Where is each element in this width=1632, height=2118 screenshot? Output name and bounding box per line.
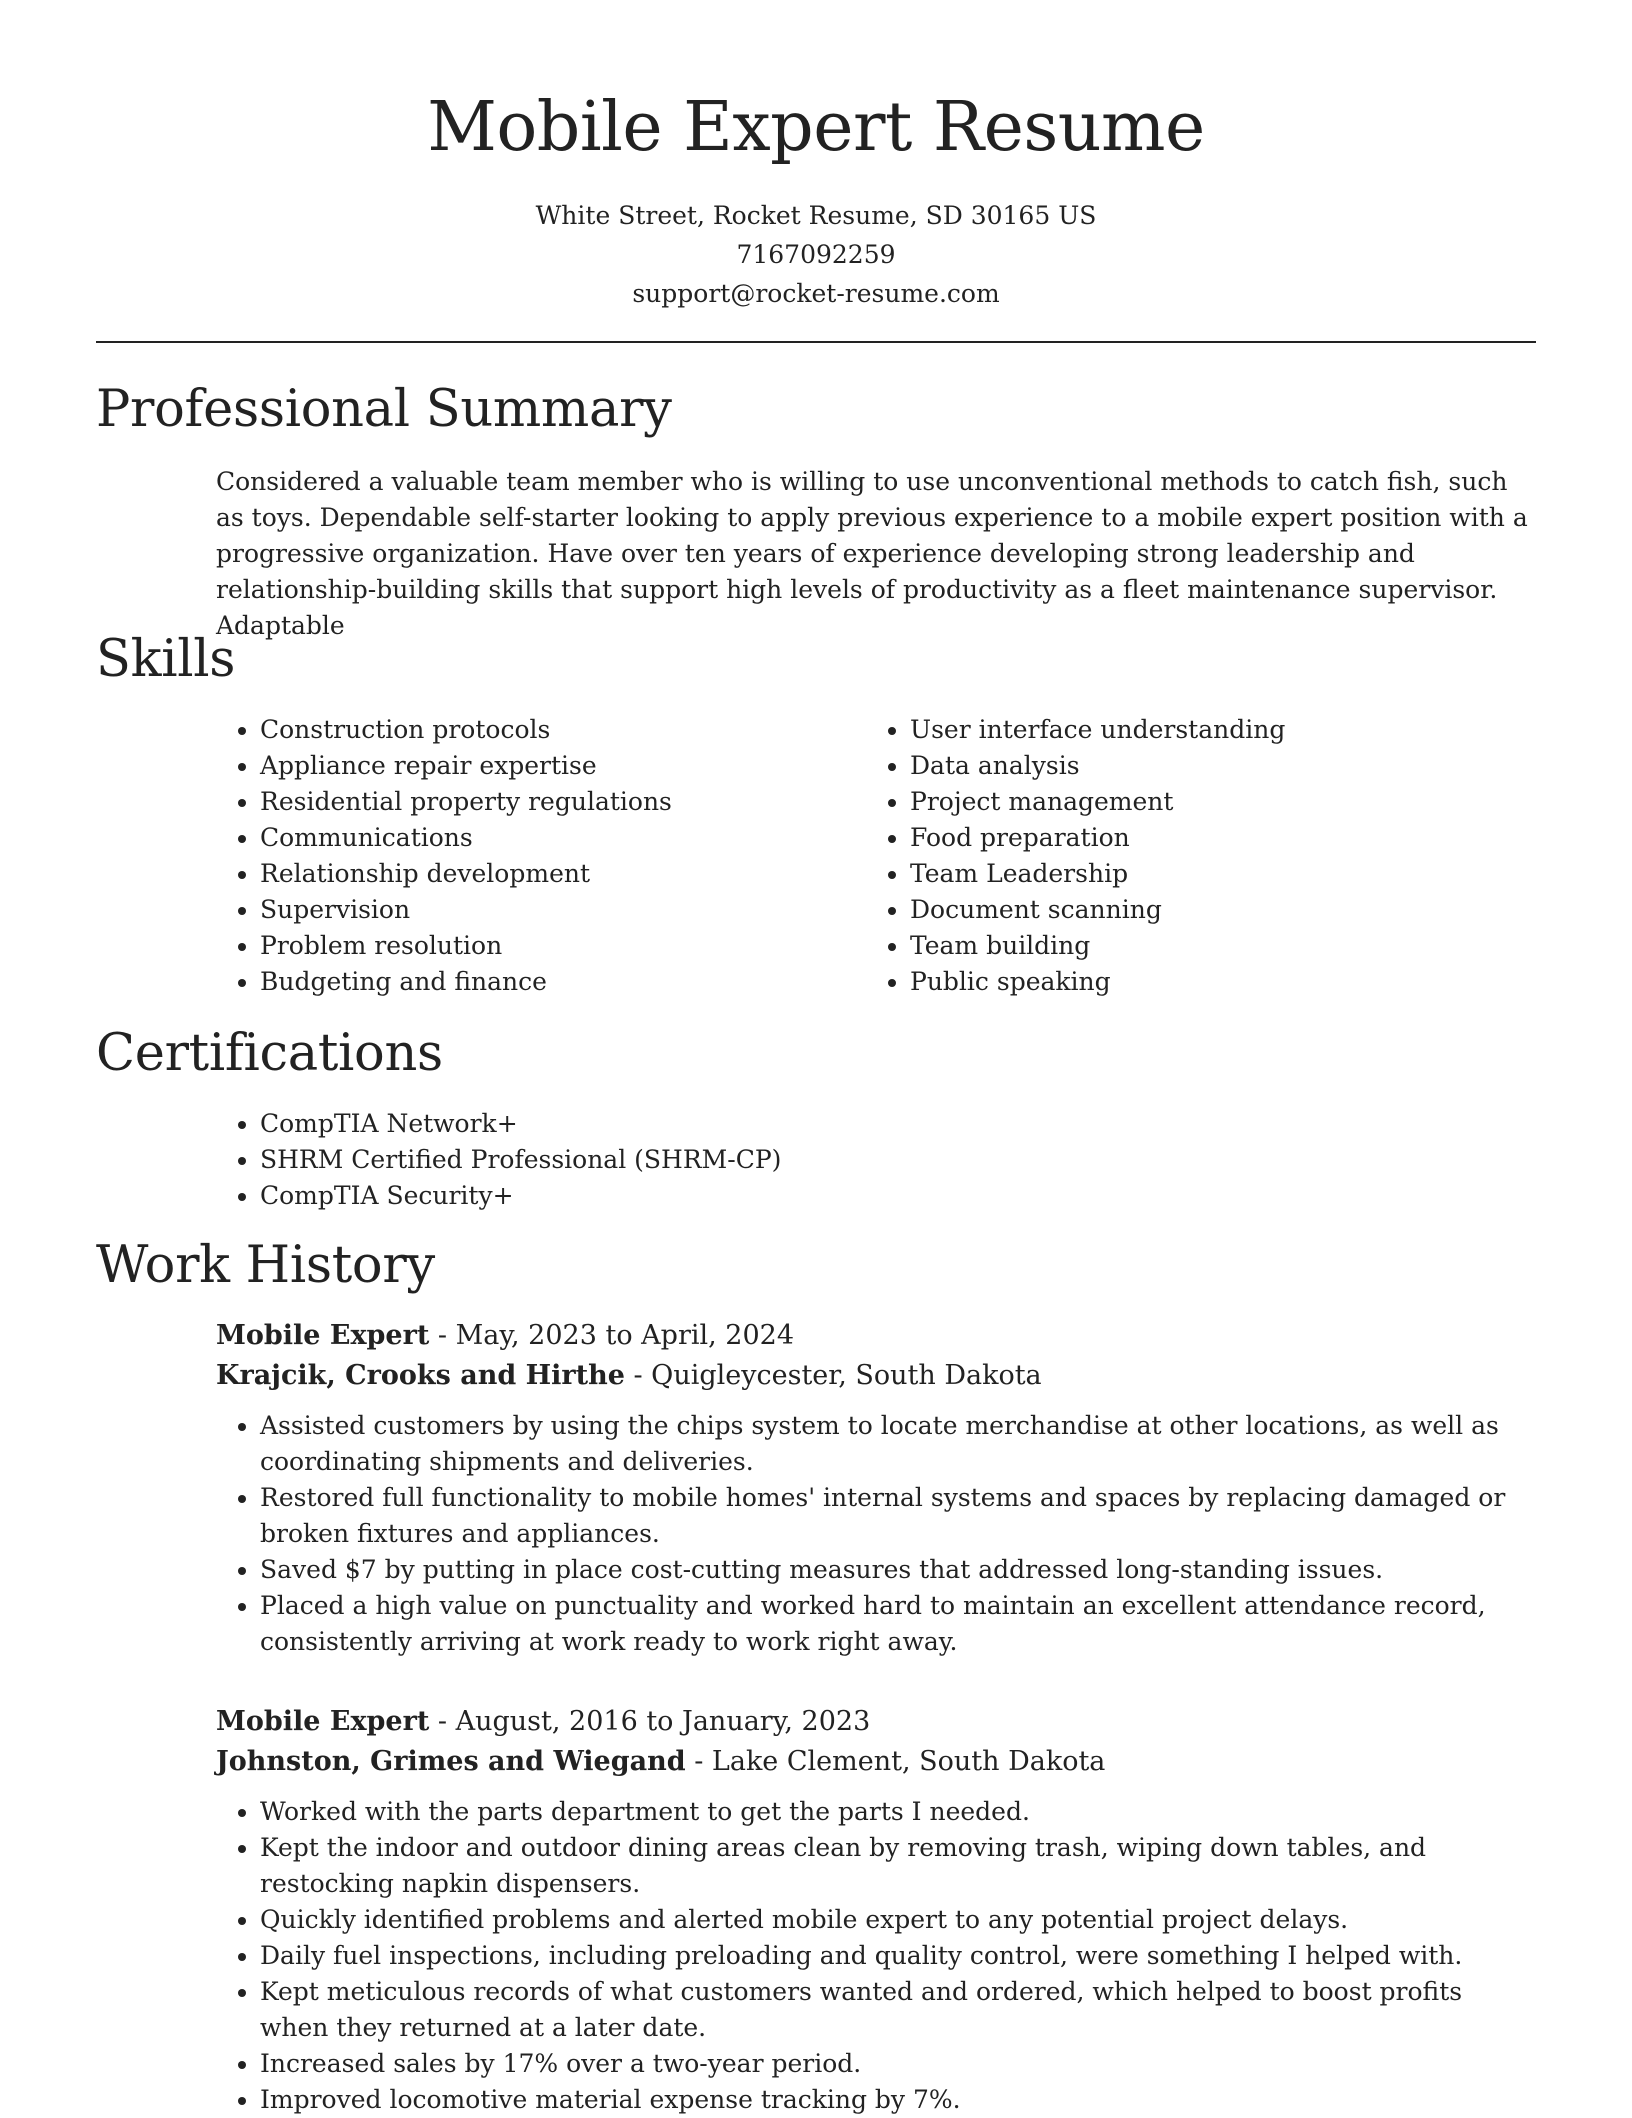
skill-item: • Team building [910, 928, 1516, 964]
skill-item: • Residential property regulations [260, 784, 866, 820]
job-duty: • Placed a high value on punctuality and worked hard to maintain an excellent attendance record, consistently arriving at work ready to work right away. [260, 1588, 1536, 1660]
job-role: Mobile Expert [216, 1320, 430, 1351]
summary-section [96, 380, 1536, 644]
skill-item: • Public speaking [910, 964, 1516, 1000]
skill-item: • Supervision [260, 892, 866, 928]
job-duty: • Assisted customers by using the chips system to locate merchandise at other locations, as well as coordinating shipments and deliveries. [260, 1408, 1536, 1480]
job-duty: • Kept meticulous records of what customers wanted and ordered, which helped to boost profits when they returned at a later date. [260, 1974, 1536, 2046]
contact-address: White Street, Rocket Resume, SD 30165 US [535, 201, 1097, 230]
skill-item: • Project management [910, 784, 1516, 820]
skill-item: • Construction protocols [260, 712, 866, 748]
skill-item: • Relationship development [260, 856, 866, 892]
summary-body [216, 464, 1536, 644]
resume-title: Mobile Expert Resume [427, 88, 1205, 167]
skills-list-right [866, 712, 1516, 1000]
job-employer: Krajcik, Crooks and Hirthe [216, 1360, 625, 1391]
header-divider [96, 341, 1536, 343]
job-employer-line [216, 1742, 1536, 1782]
certifications-list [216, 1106, 1536, 1214]
certifications-body [216, 1106, 1536, 1214]
skill-item: • Document scanning [910, 892, 1516, 928]
skill-item: • Data analysis [910, 748, 1516, 784]
job-duty: • Quickly identified problems and alerted mobile expert to any potential project delays. [260, 1902, 1536, 1938]
job-duty: • Kept the indoor and outdoor dining areas clean by removing trash, wiping down tables, and restocking napkin dispensers. [260, 1830, 1536, 1902]
skills-columns [216, 712, 1536, 1000]
work-history-heading: Work History [96, 1236, 435, 1295]
work-history-section [96, 1236, 1536, 2118]
job-role: Mobile Expert [216, 1706, 430, 1737]
skills-section [96, 630, 1536, 1000]
job-duty: • Daily fuel inspections, including preloading and quality control, were something I helped with. [260, 1938, 1536, 1974]
skill-item: • Communications [260, 820, 866, 856]
skills-column-left [216, 712, 866, 1000]
certification-item: • CompTIA Network+ [260, 1106, 1536, 1142]
skill-item: • User interface understanding [910, 712, 1516, 748]
summary-heading: Professional Summary [96, 380, 672, 439]
job-location: - Quigleycester, South Dakota [624, 1360, 1042, 1391]
job-location: - Lake Clement, South Dakota [685, 1746, 1106, 1777]
job-dates: - May, 2023 to April, 2024 [429, 1320, 794, 1351]
certification-item: • CompTIA Security+ [260, 1178, 1536, 1214]
job-entry [216, 1702, 1536, 2118]
contact-info [0, 196, 1632, 313]
job-employer-line [216, 1356, 1536, 1396]
job-duties-list [216, 1408, 1536, 1660]
job-duty: • Saved $7 by putting in place cost-cutting measures that addressed long-standing issues. [260, 1552, 1536, 1588]
certification-item: • SHRM Certified Professional (SHRM-CP) [260, 1142, 1536, 1178]
job-duty: • Increased sales by 17% over a two-year period. [260, 2046, 1536, 2082]
skill-item: • Problem resolution [260, 928, 866, 964]
job-title-line [216, 1316, 1536, 1356]
resume-header [0, 0, 1632, 313]
job-duties-list [216, 1794, 1536, 2118]
job-duty: • Worked with the parts department to get the parts I needed. [260, 1794, 1536, 1830]
contact-phone: 7167092259 [736, 240, 896, 269]
skills-list-left [216, 712, 866, 1000]
skill-item: • Team Leadership [910, 856, 1516, 892]
job-entry [216, 1316, 1536, 1660]
skill-item: • Appliance repair expertise [260, 748, 866, 784]
work-history-body [216, 1316, 1536, 2118]
job-duty: • Restored full functionality to mobile homes' internal systems and spaces by replacing damaged or broken fixtures and appliances. [260, 1480, 1536, 1552]
skills-body [216, 712, 1536, 1000]
job-duty: • Improved locomotive material expense tracking by 7%. [260, 2082, 1536, 2118]
skill-item: • Food preparation [910, 820, 1516, 856]
job-title-line [216, 1702, 1536, 1742]
skills-heading: Skills [96, 630, 236, 689]
certifications-section [96, 1024, 1536, 1214]
contact-email: support@rocket-resume.com [632, 279, 1000, 308]
job-dates: - August, 2016 to January, 2023 [429, 1706, 871, 1737]
summary-text: Considered a valuable team member who is willing to use unconventional methods to catch fish, such as toys. Dependable self-starter looking to apply previous experience to a mobile expert position with a progressive organization. Have over ten years of experience developing strong leadership and relationship-building skills that support high levels of productivity as a fleet maintenance supervisor. Adaptable [216, 467, 1528, 640]
skills-column-right [866, 712, 1516, 1000]
skill-item: • Budgeting and finance [260, 964, 866, 1000]
job-employer: Johnston, Grimes and Wiegand [216, 1746, 686, 1777]
certifications-heading: Certifications [96, 1024, 443, 1083]
